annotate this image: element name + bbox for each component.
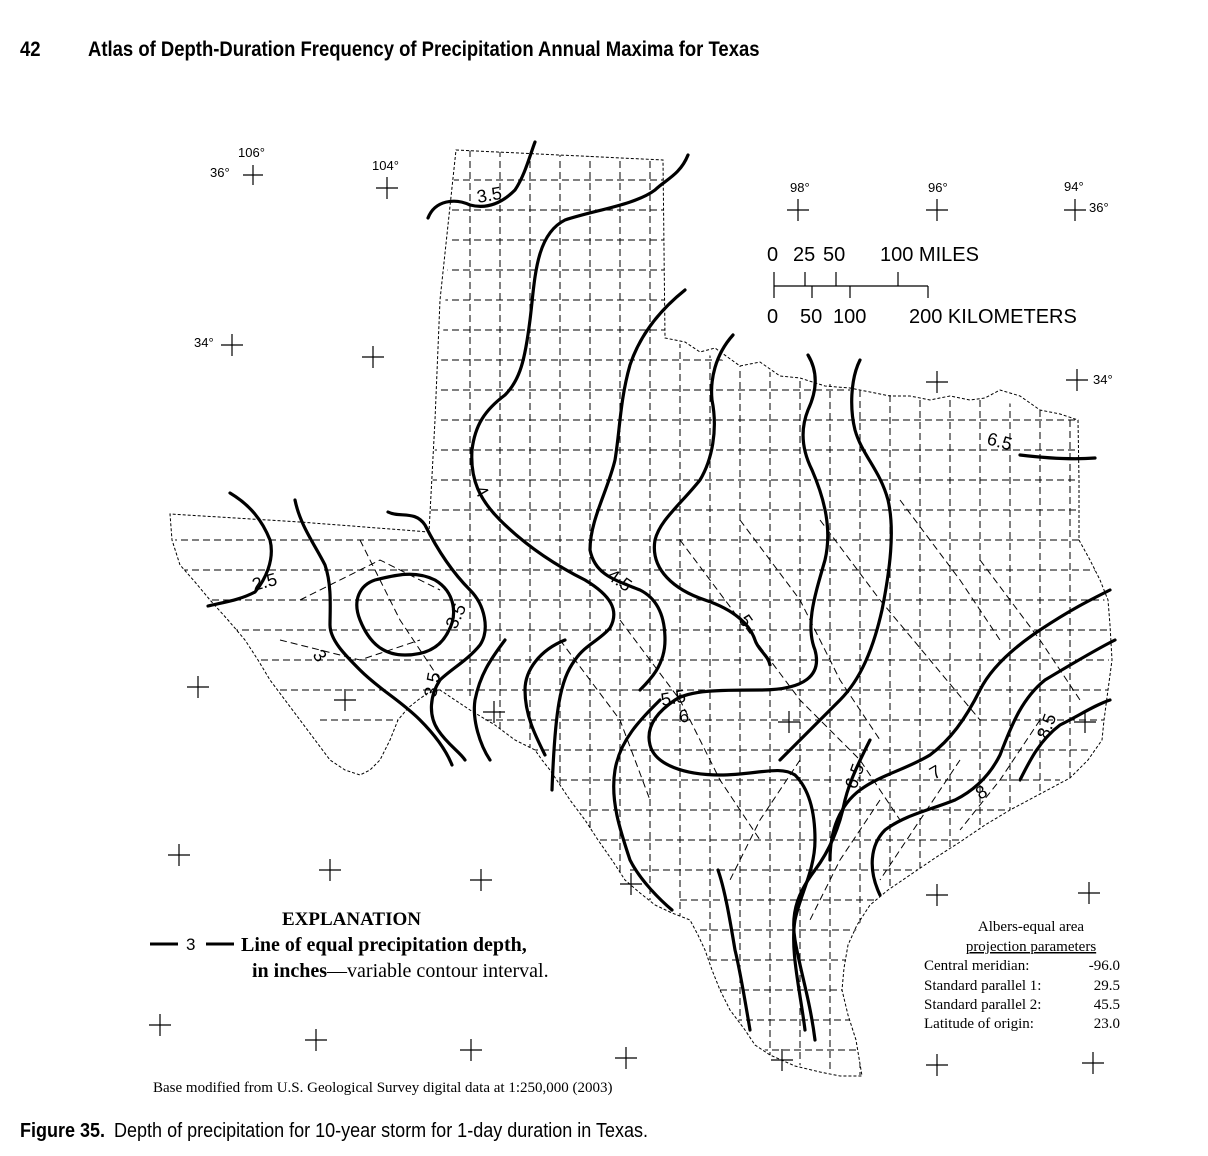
projection-value: 45.5 <box>1093 997 1120 1013</box>
projection-value: 29.5 <box>1093 978 1120 994</box>
running-title: Atlas of Depth-Duration Frequency of Precipitation Annual Maxima for Texas <box>88 38 760 61</box>
graticule-cross <box>778 711 800 733</box>
graticule-cross <box>221 334 243 356</box>
longitude-label: 106° <box>238 145 265 160</box>
projection-label: Latitude of origin: <box>924 1016 1034 1032</box>
contour-line <box>428 142 535 218</box>
projection-value: 23.0 <box>1093 1016 1120 1032</box>
legend-line2 <box>252 960 549 982</box>
projection-parameters <box>924 919 1120 1032</box>
figure-caption <box>20 1120 648 1143</box>
scale-tick-label: 50 <box>823 244 846 266</box>
contour-lines <box>208 142 1115 1040</box>
legend-symbol-value: 3 <box>186 935 196 954</box>
graticule-cross <box>926 884 948 906</box>
contour-label: 8 <box>972 781 991 804</box>
longitude-label: 96° <box>928 180 948 195</box>
scale-bar <box>767 244 1077 328</box>
contour-line <box>1020 455 1095 459</box>
legend-line2-rest: —variable contour interval. <box>327 960 549 982</box>
projection-value: -96.0 <box>1088 958 1120 974</box>
contour-label: 6.5 <box>840 761 869 792</box>
contour-label: 4 <box>470 482 493 501</box>
page-number: 42 <box>20 38 41 61</box>
graticule-cross <box>926 371 948 393</box>
graticule-cross <box>376 177 398 199</box>
contour-label: 3.5 <box>441 600 471 632</box>
explanation-heading: EXPLANATION <box>282 909 421 930</box>
legend-line1: Line of equal precipitation depth, <box>241 934 527 956</box>
scale-tick-label: 100 MILES <box>880 244 979 266</box>
graticule-cross <box>470 869 492 891</box>
projection-label: Central meridian: <box>924 958 1030 974</box>
contour-label: 5.5 <box>659 685 688 710</box>
graticule-cross <box>243 165 263 185</box>
contour-label: 6 <box>677 705 691 727</box>
base-source-note: Base modified from U.S. Geological Survey digital data at 1:250,000 (2003) <box>153 1080 613 1096</box>
contour-line <box>388 512 485 760</box>
contour-label: 3 <box>308 645 331 666</box>
projection-label: Standard parallel 2: <box>924 997 1042 1013</box>
graticule-cross <box>187 676 209 698</box>
graticule-cross <box>926 1054 948 1076</box>
graticule-cross <box>334 689 356 711</box>
projection-subheading: projection parameters <box>965 939 1097 955</box>
contour-label: 5 <box>734 610 757 631</box>
scale-tick-label: 25 <box>793 244 816 266</box>
graticule-cross <box>305 1029 327 1051</box>
latitude-label: 36° <box>210 165 230 180</box>
graticule-cross <box>319 859 341 881</box>
latitude-label: 34° <box>1093 372 1113 387</box>
contour-line <box>614 700 672 910</box>
contour-line <box>357 574 454 655</box>
contour-line <box>1020 700 1110 780</box>
latitude-label: 34° <box>194 335 214 350</box>
contour-label: 6.5 <box>984 428 1015 455</box>
graticule-cross <box>362 346 384 368</box>
scale-tick-label: 0 <box>767 244 779 266</box>
graticule-cross <box>1066 369 1088 391</box>
longitude-label: 94° <box>1064 179 1084 194</box>
graticule-cross <box>926 199 948 221</box>
graticule-cross <box>1082 1052 1104 1074</box>
contour-label: 8.5 <box>1032 711 1061 742</box>
contour-label: 3.5 <box>475 182 504 207</box>
projection-label: Standard parallel 1: <box>924 978 1042 994</box>
legend-line2-bold: in inches <box>252 960 328 982</box>
contour-line <box>472 155 691 790</box>
graticule-cross <box>168 844 190 866</box>
contour-label: 3.5 <box>420 670 445 699</box>
projection-heading: Albers-equal area <box>977 919 1085 935</box>
contour-label: 2.5 <box>249 569 280 595</box>
explanation-legend <box>150 909 549 982</box>
contour-label: 7 <box>926 761 945 784</box>
graticule-cross <box>1078 882 1100 904</box>
longitude-label: 98° <box>790 180 810 195</box>
scale-tick-label: 50 <box>800 306 823 328</box>
longitude-label: 104° <box>372 158 399 173</box>
graticule-cross <box>787 199 809 221</box>
contour-line <box>718 870 750 1030</box>
contour-line <box>590 290 685 690</box>
figure-label: Figure 35. <box>20 1120 106 1142</box>
graticule-cross <box>149 1014 171 1036</box>
scale-tick-label: 200 KILOMETERS <box>909 306 1077 328</box>
graticule-cross <box>615 1047 637 1069</box>
scale-tick-label: 100 <box>833 306 867 328</box>
figure-caption-text: Depth of precipitation for 10-year storm for 1-day duration in Texas. <box>114 1120 648 1142</box>
graticule-cross <box>460 1039 482 1061</box>
graticule-cross <box>1064 199 1086 221</box>
latitude-label: 36° <box>1089 200 1109 215</box>
contour-label: 4.5 <box>603 564 636 596</box>
scale-tick-label: 0 <box>767 306 779 328</box>
